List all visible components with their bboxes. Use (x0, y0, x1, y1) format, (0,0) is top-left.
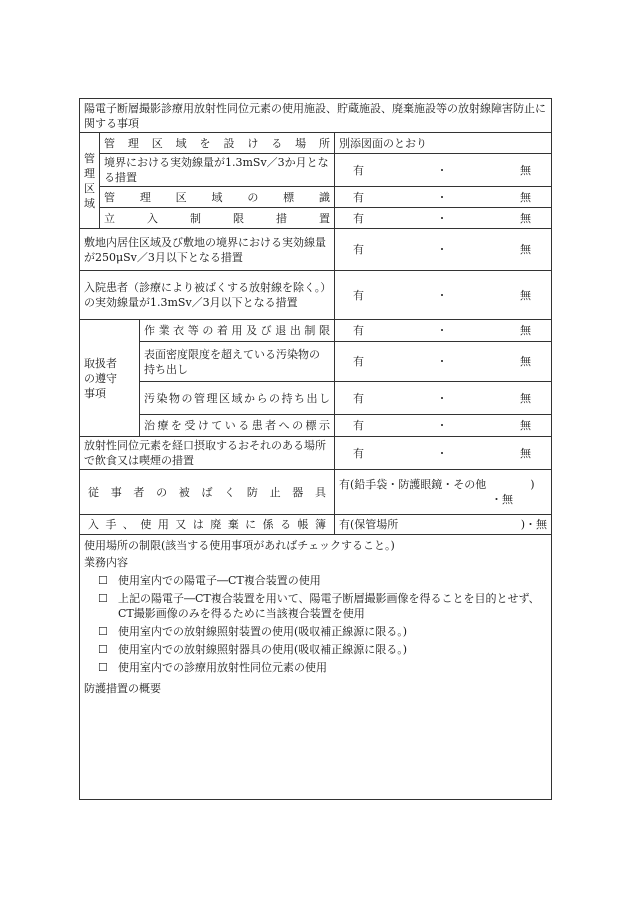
kanri-place-value: 別添図面のとおり (335, 133, 552, 154)
checkbox-icon[interactable]: ☐ (98, 592, 108, 605)
contaminant-removal-yes-no: 有 ・ 無 (335, 382, 552, 415)
kanri-place-label: 管理区域を設ける場所 (100, 133, 335, 154)
inpatient-dose-label: 入院患者（診療により被ばくする放射線を除く。）の実効線量が1.3mSv／3月以下となる措置 (80, 271, 335, 320)
usage-item[interactable]: ☐ 上記の陽電子―CT複合装置を用いて、陽電子断層撮影画像を得ることを目的とせず、CT撮影画像のみを得るために当該複合装置を使用 (98, 592, 540, 620)
kanri-sign-yes-no: 有 ・ 無 (335, 187, 552, 208)
usage-item[interactable]: ☐ 使用室内での放射線照射装置の使用(吸収補正線源に限る。) (98, 625, 408, 638)
contaminant-removal-label: 汚染物の管理区域からの持ち出し (140, 382, 335, 415)
checkbox-icon[interactable]: ☐ (98, 625, 108, 638)
kanri-sign-label: 管理区域の標識 (100, 187, 335, 208)
ledger-value: 有(保管場所 )・無 (335, 515, 552, 535)
inpatient-dose-yes-no: 有 ・ 無 (335, 271, 552, 320)
patient-marking-yes-no: 有 ・ 無 (335, 415, 552, 437)
checkbox-icon[interactable]: ☐ (98, 574, 108, 587)
work-content-heading: 業務内容 (84, 556, 128, 569)
oral-intake-yes-no: 有 ・ 無 (335, 437, 552, 470)
radiation-protection-form (79, 98, 552, 800)
checkbox-icon[interactable]: ☐ (98, 643, 108, 656)
boundary-dose-label: 境界における実効線量が1.3mSv／3か月となる措置 (100, 154, 335, 187)
usage-restriction-section (80, 535, 552, 800)
workwear-label: 作業衣等の着用及び退出制限 (140, 320, 335, 342)
form-title: 陽電子断層撮影診療用放射性同位元素の使用施設、貯蔵施設、廃棄施設等の放射線障害防止に関する事項 (80, 99, 552, 133)
usage-item[interactable]: ☐ 使用室内での放射線照射器具の使用(吸収補正線源に限る。) (98, 643, 408, 656)
handler-rules-group-label: 取扱者の遵守事項 (80, 320, 140, 437)
usage-heading: 使用場所の制限(該当する使用事項があればチェックすること。) (84, 539, 395, 552)
entry-restriction-label: 立入制限措置 (100, 208, 335, 229)
ledger-label: 入手、使用又は廃棄に係る帳簿 (80, 515, 335, 535)
entry-restriction-yes-no: 有 ・ 無 (335, 208, 552, 229)
boundary-dose-yes-no: 有 ・ 無 (335, 154, 552, 187)
usage-item[interactable]: ☐ 使用室内での陽電子―CT複合装置の使用 (98, 574, 321, 587)
surface-contamination-label: 表面密度限度を超えている汚染物の持ち出し (140, 342, 335, 382)
protective-equipment-value: 有(鉛手袋・防護眼鏡・その他 ) ・無 (335, 470, 552, 515)
site-boundary-dose-label: 敷地内居住区域及び敷地の境界における実効線量が250μSv／3月以下となる措置 (80, 229, 335, 271)
workwear-yes-no: 有 ・ 無 (335, 320, 552, 342)
checkbox-icon[interactable]: ☐ (98, 661, 108, 674)
protection-summary-heading: 防護措置の概要 (84, 682, 161, 695)
surface-contamination-yes-no: 有 ・ 無 (335, 342, 552, 382)
usage-item[interactable]: ☐ 使用室内での診療用放射性同位元素の使用 (98, 661, 327, 674)
oral-intake-label: 放射性同位元素を経口摂取するおそれのある場所で飲食又は喫煙の措置 (80, 437, 335, 470)
protective-equipment-label: 従事者の被ばく防止器具 (80, 470, 335, 515)
site-boundary-dose-yes-no: 有 ・ 無 (335, 229, 552, 271)
patient-marking-label: 治療を受けている患者への標示 (140, 415, 335, 437)
kanri-kuiki-group-label: 管 理 区 域 (80, 133, 100, 229)
